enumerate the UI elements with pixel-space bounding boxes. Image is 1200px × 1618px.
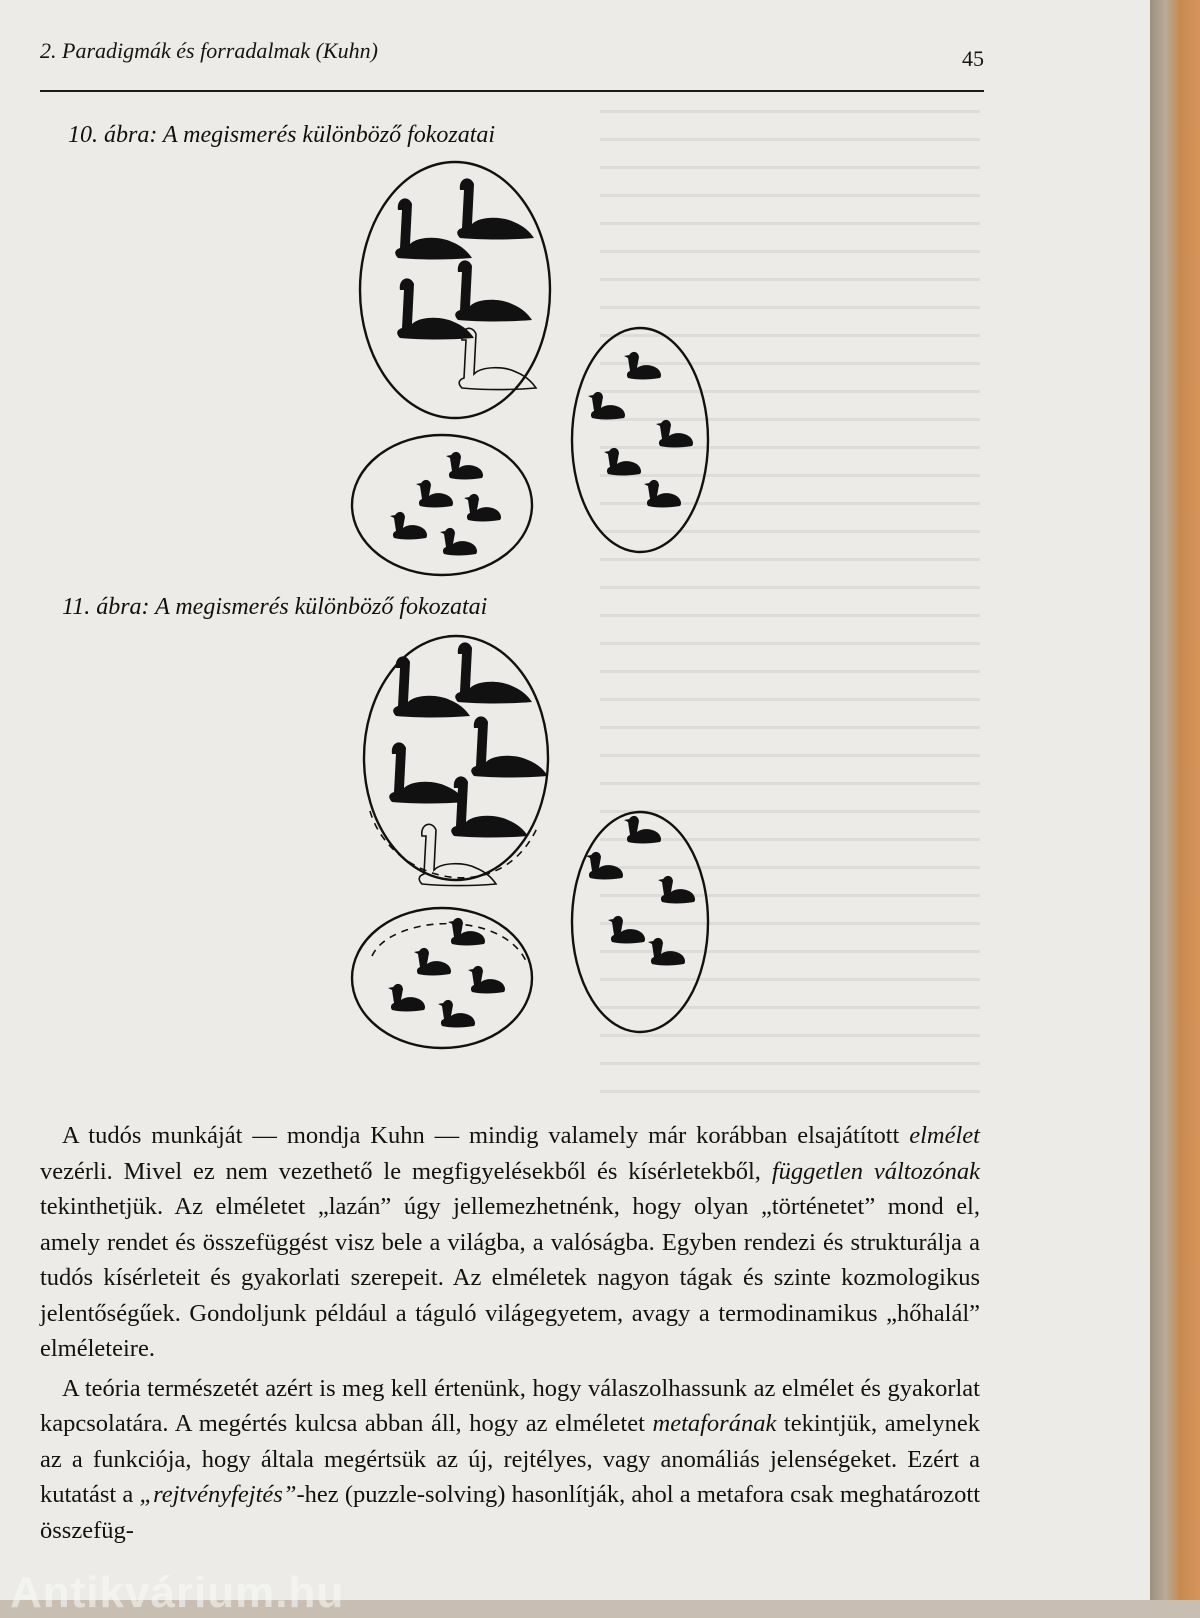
- duck-icon: [588, 392, 625, 420]
- duck-icon: [438, 1000, 475, 1028]
- ducks-group-right: [588, 352, 693, 508]
- duck-icon: [468, 966, 505, 994]
- page-number: 45: [962, 46, 984, 71]
- running-title: 2. Paradigmák és forradalmak (Kuhn): [40, 38, 378, 63]
- book-edge: [1150, 0, 1200, 1600]
- duck-icon: [446, 452, 483, 480]
- emphasis-fuggetlen-valtozo: független változónak: [771, 1157, 980, 1185]
- paragraph-2: A teória természetét azért is meg kell értenünk, hogy válaszolhassunk az elmélet és gyakorlat kapcsolatára. A megértés kulcsa abban áll, hogy az elméletet metaforának tekintjük, amelynek az a funkciója, hogy általa megértsük az új, rejtélyes, vagy anomáliás jelenségeket. Ezért a kutatást a „rejtvényfejtés”-hez (puzzle-solving) hasonlítják, ahol a metafora csak meghatározott összefüg-: [40, 1374, 981, 1544]
- duck-icon: [608, 916, 645, 944]
- duck-icon: [658, 876, 695, 904]
- running-header: [40, 38, 984, 92]
- duck-icon: [624, 352, 661, 380]
- dashed-ducks-boundary: [372, 924, 526, 961]
- emphasis-rejtvenyfejtes: „rejtvényfejtés”: [139, 1481, 297, 1508]
- ducks-group-bottom: [388, 918, 505, 1028]
- black-swan-icon: [457, 178, 534, 239]
- duck-icon: [586, 852, 623, 880]
- black-swan-icon: [451, 776, 528, 837]
- figure-11-illustration: [350, 626, 730, 1056]
- emphasis-metafora: metaforának: [652, 1410, 777, 1437]
- dashed-swans-boundary: [370, 811, 538, 878]
- black-swan-icon: [393, 656, 470, 717]
- paragraph-1: A tudós munkáját — mondja Kuhn — mindig valamely már korábban elsajátított elmélet vezérli. Mivel ez nem vezethető le megfigyelésekből és kísérletekből, független változónak tekinthetjük. Az elméletet „lazán” úgy jellemezhetnénk, hogy olyan „történetet” mond el, amely rendet és összefüggést visz bele a világba, a valóságba. Egyben rendezi és strukturálja a tudós kísérleteit és gyakorlati szerepeit. Az elméletek nagyon tágak és szinte kozmologikus jelentőségűek. Gondoljunk például a táguló világegyetem, avagy a termodinamikus „hőhalál” elméleteire.: [40, 1122, 980, 1362]
- duck-icon: [644, 480, 681, 508]
- duck-icon: [604, 448, 641, 476]
- figure-11-caption: 11. ábra: A megismerés különböző fokozatai: [62, 594, 488, 620]
- duck-icon: [390, 512, 427, 540]
- black-swan-icon: [455, 260, 532, 321]
- watermark: Antikvárium.hu: [10, 1568, 345, 1617]
- duck-icon: [464, 494, 501, 522]
- duck-icon: [624, 816, 661, 844]
- black-swan-icon: [471, 716, 548, 777]
- black-swans-group: [389, 642, 548, 837]
- black-swans-group: [395, 178, 534, 339]
- duck-icon: [448, 918, 485, 946]
- figure-10-caption: 10. ábra: A megismerés különböző fokozatai: [68, 122, 496, 148]
- duck-icon: [648, 938, 685, 966]
- swans-ellipse: [360, 162, 550, 418]
- emphasis-elmelet: elmélet: [909, 1122, 980, 1149]
- ducks-group-bottom: [390, 452, 501, 556]
- black-swan-icon: [389, 742, 466, 803]
- duck-icon: [440, 528, 477, 556]
- duck-icon: [416, 480, 453, 508]
- duck-icon: [388, 984, 425, 1012]
- body-text: [40, 1118, 980, 1548]
- ducks-ellipse-bottom: [352, 908, 532, 1048]
- duck-icon: [414, 948, 451, 976]
- duck-icon: [656, 420, 693, 448]
- figure-10-illustration: [350, 150, 730, 580]
- ducks-group-right: [586, 816, 695, 966]
- ducks-ellipse-right: [572, 812, 708, 1032]
